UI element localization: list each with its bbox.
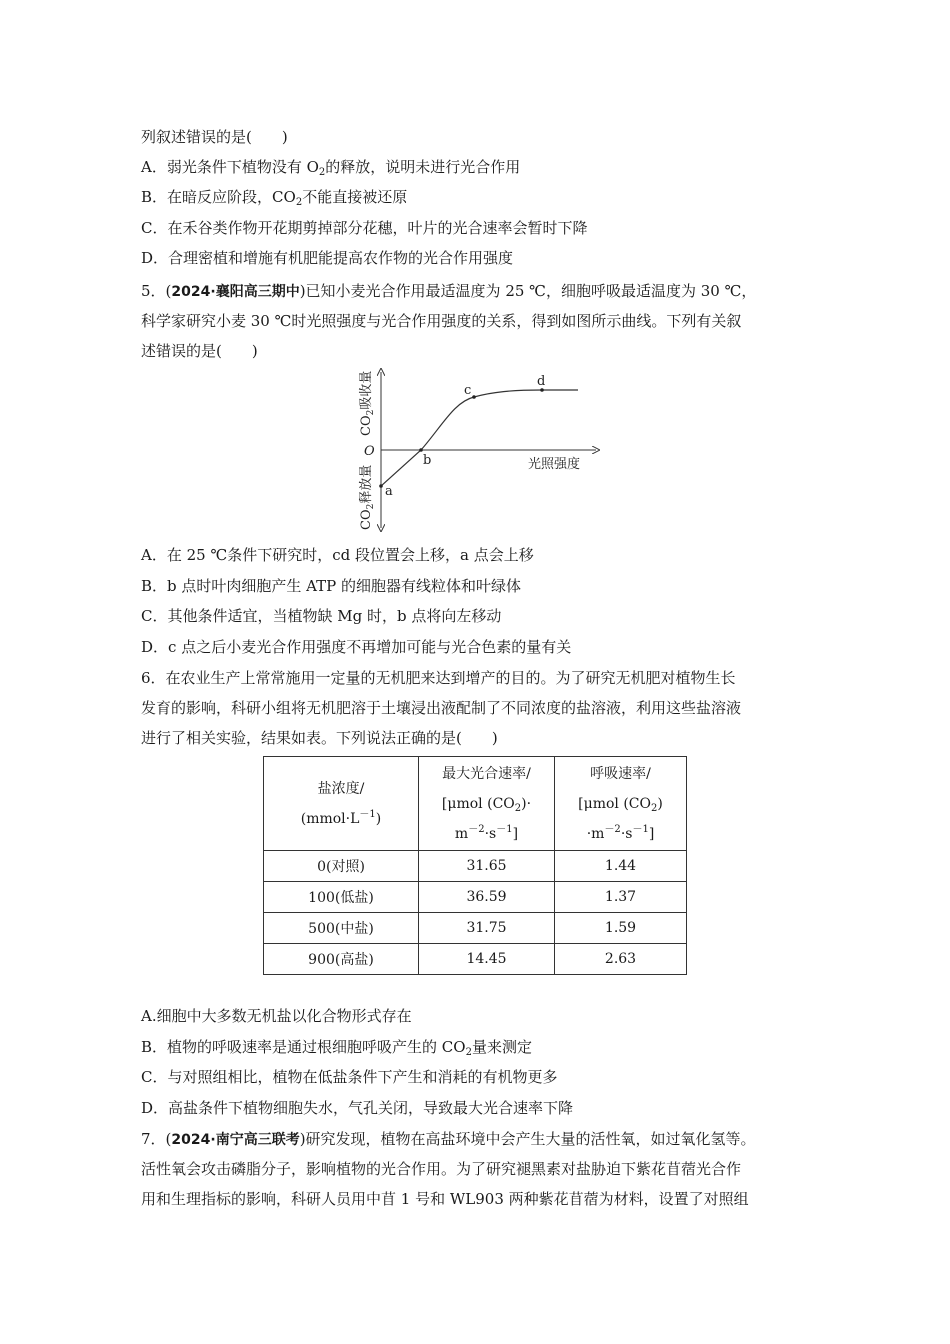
option-text: 在禾谷类作物开花期剪掉部分花穗，叶片的光合速率会暂时下降 [167,219,588,237]
superscript: －2 [468,823,485,835]
option-label: C． [141,1068,168,1086]
cell-concentration: 100(低盐) [264,882,419,913]
y-axis-label-upper: $CO_2$吸收量 [359,370,376,436]
q5-option-c [141,606,821,626]
cell-max-rate: 31.75 [419,913,555,944]
q5-option-d [141,637,821,657]
cell-respiration: 2.63 [555,944,687,975]
q7-stem-line1 [141,1129,821,1150]
header-text: ·m [586,825,605,842]
y-axis-label-lower: $CO_2$释放量 [359,464,376,530]
table-row [264,851,687,882]
option-label: C． [141,219,168,237]
label-c: c [464,383,472,398]
header-text: [μmol (CO [578,795,651,812]
header-text: m [454,825,469,842]
q5-stem-line3: 述错误的是( ) [141,342,258,360]
q4-option-b [141,187,821,207]
option-label: D． [141,249,169,267]
table-row [264,944,687,975]
option-label: D． [141,1099,169,1117]
header-text: ) [657,795,663,812]
option-text: 在 25 ℃条件下研究时，cd 段位置会上移，a 点会上移 [166,546,534,564]
subscript: 2 [318,167,326,178]
q6-stem-line1: 6．在农业生产上常常施用一定量的无机肥来达到增产的目的。为了研究无机肥对植物生长 [141,669,736,687]
cell-concentration: 0(对照) [264,851,419,882]
q5-option-a [141,545,821,565]
option-text: 量来测定 [471,1038,532,1056]
q6-stem-line2: 发育的影响，科研小组将无机肥溶于土壤浸出液配制了不同浓度的盐溶液，利用这些盐溶液 [141,699,742,717]
header-text: ·s [620,825,633,842]
cell-concentration: 900(高盐) [264,944,419,975]
header-salt-concentration [264,757,419,851]
option-label: A． [141,546,167,564]
option-text: 不能直接被还原 [302,188,408,206]
header-text: ·s [484,825,497,842]
option-text: 在暗反应阶段，CO [167,188,296,206]
q5-stem-line2: 科学家研究小麦 30 ℃时光照强度与光合作用强度的关系，得到如图所示曲线。下列有关叙 [141,312,742,330]
option-text: c 点之后小麦光合作用强度不再增加可能与光合色素的量有关 [168,638,572,656]
cell-max-rate: 14.45 [419,944,555,975]
question-number: 5．( [141,282,172,300]
subscript: 2 [514,802,522,814]
light-photosynthesis-graph [352,364,602,534]
point-c-dot [472,395,476,399]
q6-option-b [141,1037,821,1057]
option-text: 高盐条件下植物细胞失水，气孔关闭，导致最大光合速率下降 [168,1099,574,1117]
q6-option-a: A.细胞中大多数无机盐以化合物形式存在 [141,1007,412,1025]
option-text: 合理密植和增施有机肥能提高农作物的光合作用强度 [168,249,514,267]
option-label: A． [141,158,167,176]
x-axis-label: 光照强度 [528,457,581,472]
header-text: ] [512,825,519,842]
cell-respiration: 1.37 [555,882,687,913]
header-max-photosynthesis-rate [419,757,555,851]
table-row [264,882,687,913]
question-number: 7．( [141,1130,172,1148]
point-b-dot [419,448,423,452]
question-source: 2024·襄阳高三期中 [171,284,300,300]
q4-option-d [141,248,821,268]
option-label: B． [141,188,168,206]
q7-stem-line2: 活性氧会攻击磷脂分子，影响植物的光合作用。为了研究褪黑素对盐胁迫下紫花苜蓿光合作 [141,1160,742,1178]
header-text: 最大光合速率/ [442,765,531,782]
header-text: 呼吸速率/ [590,765,651,782]
header-text: ) [375,810,382,827]
point-a-dot [379,484,383,488]
cell-concentration: 500(中盐) [264,913,419,944]
table-header-row [264,757,687,851]
option-text: 与对照组相比，植物在低盐条件下产生和消耗的有机物更多 [167,1068,558,1086]
q6-option-d [141,1098,821,1118]
q4-option-a [141,157,821,177]
q7-stem-line3: 用和生理指标的影响，科研人员用中苜 1 号和 WL903 两种紫花苜蓿为材料，设置了对照组 [141,1190,749,1208]
superscript: －1 [359,808,376,820]
q5-option-b [141,576,821,596]
q4-stem-tail: 列叙述错误的是( ) [141,128,288,146]
header-text: (mmol·L [300,810,360,827]
header-text: )· [521,795,532,812]
question-source: 2024·南宁高三联考 [171,1132,300,1148]
header-text: 盐浓度/ [317,780,365,797]
origin-label: O [364,444,375,459]
option-label: D． [141,638,169,656]
label-a: a [385,484,393,499]
q6-option-c [141,1067,821,1087]
table-row [264,913,687,944]
option-text: 的释放，说明未进行光合作用 [325,158,521,176]
superscript: －1 [496,823,513,835]
superscript: －1 [632,823,649,835]
cell-respiration: 1.59 [555,913,687,944]
option-label: B． [141,1038,168,1056]
stem-text: )已知小麦光合作用最适温度为 25 ℃，细胞呼吸最适温度为 30 ℃， [299,282,757,300]
cell-max-rate: 36.59 [419,882,555,913]
salt-experiment-table [263,756,687,975]
superscript: －2 [604,823,621,835]
option-text: 植物的呼吸速率是通过根细胞呼吸产生的 CO [167,1038,466,1056]
header-text: [μmol (CO [441,795,515,812]
q6-stem-line3: 进行了相关实验，结果如表。下列说法正确的是( ) [141,729,498,747]
option-text: 弱光条件下植物没有 O [166,158,319,176]
cell-max-rate: 31.65 [419,851,555,882]
q4-option-c [141,218,821,238]
subscript: 2 [651,802,658,814]
option-label: B． [141,577,168,595]
header-text: ] [648,825,655,842]
label-b: b [423,453,432,468]
subscript: 2 [295,197,303,208]
subscript: 2 [465,1047,472,1058]
header-respiration-rate [555,757,687,851]
option-label: C． [141,607,168,625]
option-text: 其他条件适宜，当植物缺 Mg 时，b 点将向左移动 [167,607,502,625]
q5-stem-line1 [141,281,821,302]
label-d: d [537,374,546,389]
stem-text: )研究发现，植物在高盐环境中会产生大量的活性氧，如过氧化氢等。 [299,1130,756,1148]
option-text: b 点时叶肉细胞产生 ATP 的细胞器有线粒体和叶绿体 [167,577,522,595]
cell-respiration: 1.44 [555,851,687,882]
